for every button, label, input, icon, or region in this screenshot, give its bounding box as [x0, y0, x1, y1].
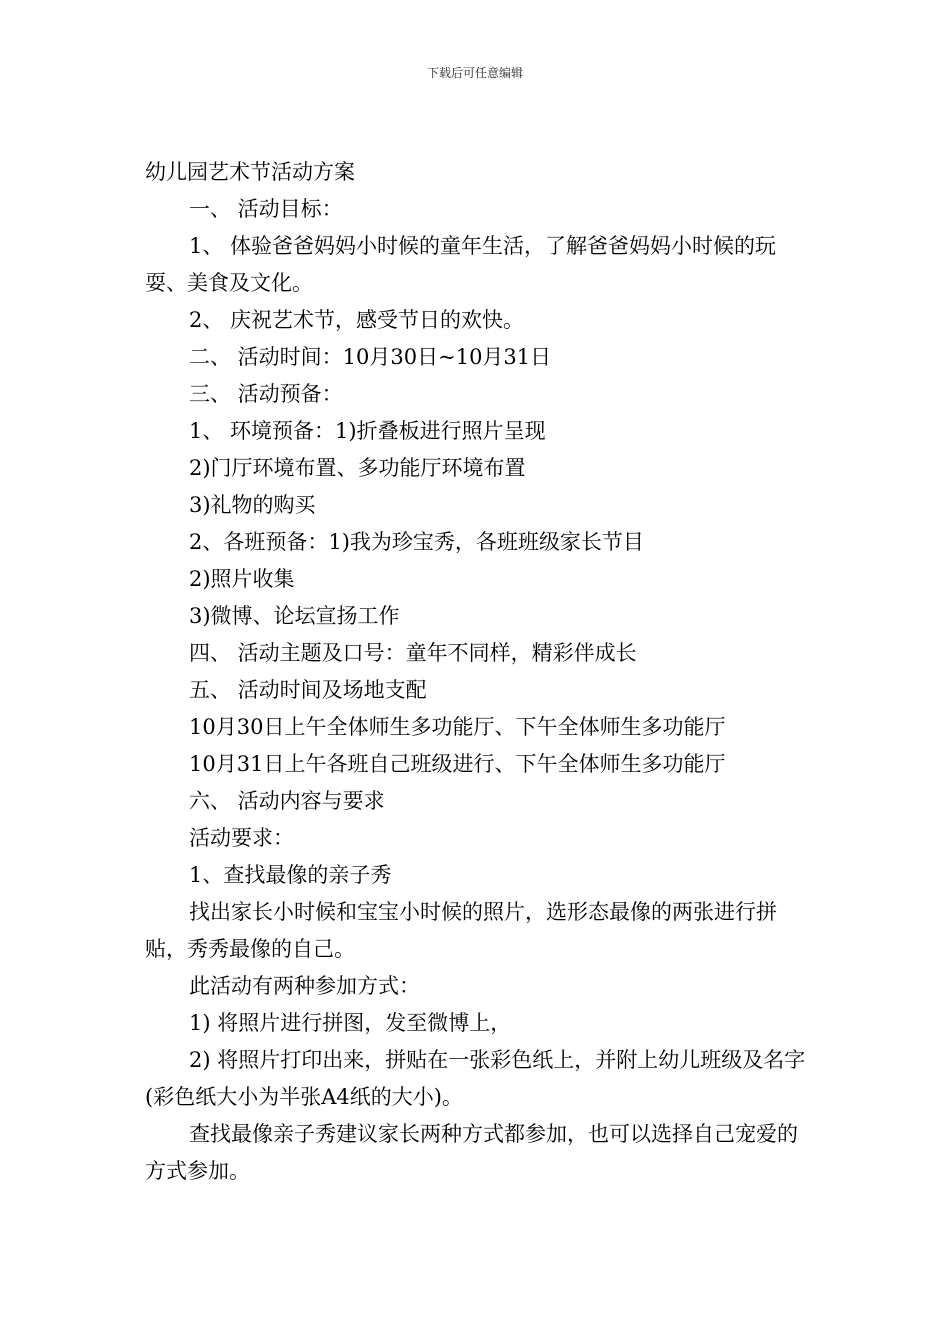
document-title: 幼儿园艺术节活动方案 — [145, 160, 355, 184]
paragraph: 2) 将照片打印出来，拼贴在一张彩色纸上，并附上幼儿班级及名字(彩色纸大小为半张A4纸的大小)。 — [145, 1048, 806, 1109]
paragraph: 1、 体验爸爸妈妈小时候的童年生活，了解爸爸妈妈小时候的玩耍、美食及文化。 — [145, 234, 777, 295]
paragraph: 2、各班预备：1)我为珍宝秀，各班班级家长节目 — [189, 530, 644, 554]
paragraph: 二、 活动时间：10月30日~10月31日 — [189, 345, 552, 369]
paragraph: 四、 活动主题及口号：童年不同样，精彩伴成长 — [189, 641, 637, 665]
paragraph: 五、 活动时间及场地支配 — [189, 678, 427, 702]
paragraph: 1、查找最像的亲子秀 — [189, 863, 392, 887]
paragraph: 3)礼物的购买 — [189, 493, 316, 517]
paragraph: 活动要求： — [189, 826, 294, 850]
paragraph: 1、 环境预备：1)折叠板进行照片呈现 — [189, 419, 546, 443]
paragraph: 2)门厅环境布置、多功能厅环境布置 — [189, 456, 526, 480]
paragraph: 查找最像亲子秀建议家长两种方式都参加，也可以选择自己宠爱的方式参加。 — [145, 1122, 798, 1183]
paragraph: 一、 活动目标： — [189, 197, 343, 221]
paragraph: 2)照片收集 — [189, 567, 295, 591]
paragraph: 此活动有两种参加方式： — [189, 974, 420, 998]
paragraph: 10月30日上午全体师生多功能厅、下午全体师生多功能厅 — [189, 715, 726, 739]
paragraph: 找出家长小时候和宝宝小时候的照片，选形态最像的两张进行拼贴，秀秀最像的自己。 — [145, 900, 777, 961]
paragraph: 1) 将照片进行拼图，发至微博上， — [189, 1011, 512, 1035]
paragraph: 2、 庆祝艺术节，感受节日的欢快。 — [189, 308, 525, 332]
page-header-note: 下载后可任意编辑 — [426, 66, 523, 80]
paragraph: 三、 活动预备： — [189, 382, 343, 406]
paragraph: 3)微博、论坛宣扬工作 — [189, 604, 400, 628]
paragraph: 六、 活动内容与要求 — [189, 789, 385, 813]
document-body — [145, 154, 810, 1190]
paragraph: 10月31日上午各班自己班级进行、下午全体师生多功能厅 — [189, 752, 726, 776]
